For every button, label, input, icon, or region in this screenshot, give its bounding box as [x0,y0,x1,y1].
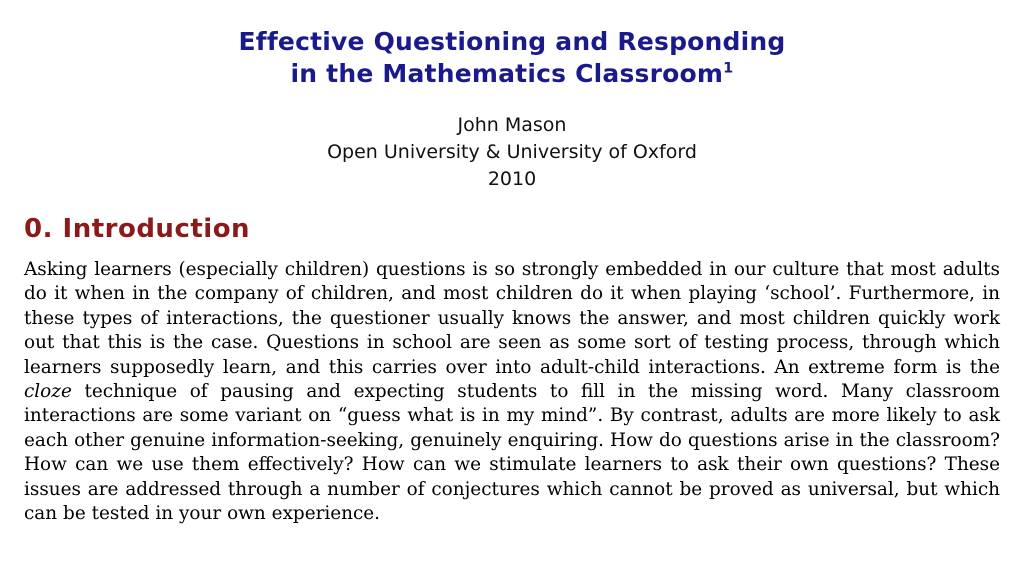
title-line-1: Effective Questioning and Responding [238,27,786,56]
emphasized-term-cloze: cloze [24,381,72,403]
title-line-2 [0,58,1024,90]
section-heading-introduction: 0. Introduction [24,214,251,244]
title-footnote-marker: 1 [723,60,734,77]
page-title [0,26,1024,90]
author-block [0,112,1024,193]
introduction-paragraph [24,258,1000,526]
paragraph-text-part-2: technique of pausing and expecting students to fill in the missing word. Many classroom interactions are some variant on “guess what is in my mind”. By contrast, adults are more likely to ask each other genuine information-seeking, genuinely enquiring. How do questions arise in the classroom? How can we use them effectively? How can we stimulate learners to ask their own questions? These issues are addressed through a number of conjectures which cannot be proved as universal, but which can be tested in your own experience. [24,381,1000,525]
paragraph-text-part-1: Asking learners (especially children) questions is so strongly embedded in our culture that most adults do it when in the company of children, and most children do it when playing ‘school’. Furthermore, in these types of interactions, the questioner usually knows the answer, and most children quickly work out that this is the case. Questions in school are seen as some sort of testing process, through which learners supposedly learn, and this carries over into adult-child interactions. An extreme form is the [24,259,1000,378]
body-area [24,258,1000,526]
title-line-2-text: in the Mathematics Classroom [290,59,724,88]
title-block [0,26,1024,90]
author-affiliation: Open University & University of Oxford [327,141,697,163]
author-name: John Mason [457,114,567,136]
publication-year: 2010 [487,168,537,190]
